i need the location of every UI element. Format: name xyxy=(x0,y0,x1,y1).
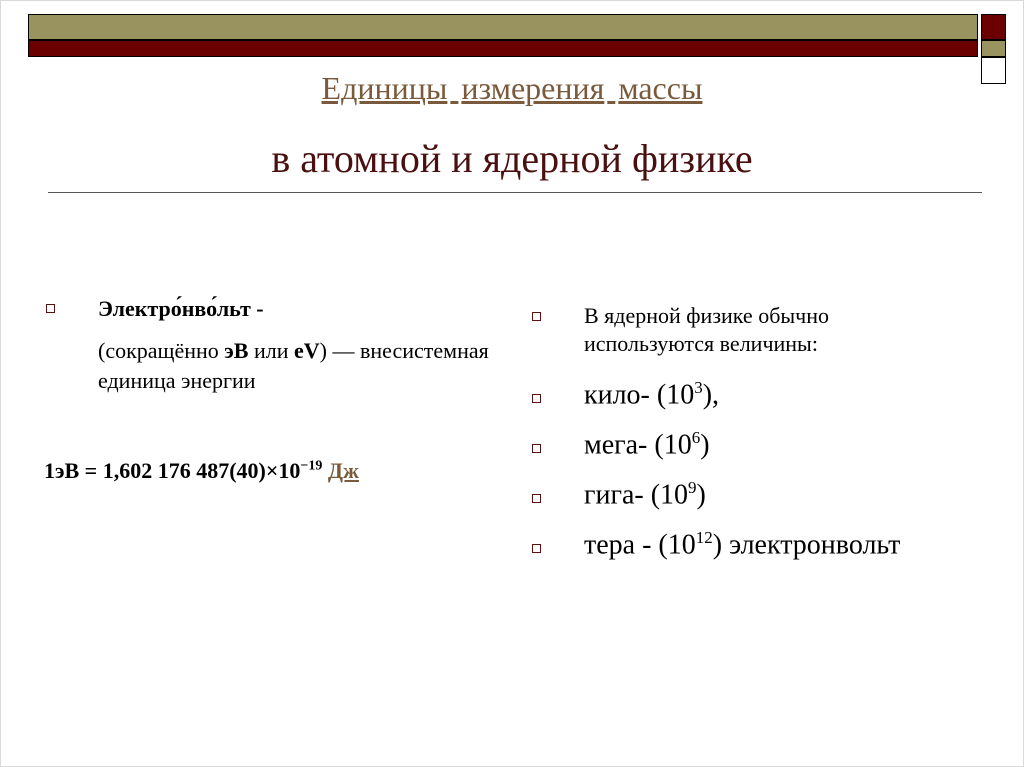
joule-link[interactable]: Дж xyxy=(327,458,359,483)
title-link-measurement[interactable]: измерения xyxy=(461,70,605,106)
square-bullet-icon xyxy=(46,304,55,313)
prefix-item-giga xyxy=(584,478,706,511)
prefix-text: тера - (10 xyxy=(584,529,696,561)
prefix-suffix: ) xyxy=(696,479,706,511)
ev-formula xyxy=(44,458,359,484)
square-bullet-icon xyxy=(532,444,541,453)
ev-term: Электро́нво́льт - xyxy=(98,296,264,321)
page-title: в атомной и ядерной физике xyxy=(271,136,753,181)
formula-exponent: −19 xyxy=(300,458,323,474)
prefix-exponent: 3 xyxy=(694,378,703,397)
title-links xyxy=(0,70,1024,107)
square-bullet-icon xyxy=(532,394,541,403)
prefix-exponent: 6 xyxy=(691,428,701,447)
abbr-en: eV xyxy=(294,338,320,363)
title-link-mass[interactable]: массы xyxy=(618,70,703,106)
prefix-text: мега- (10 xyxy=(584,429,692,461)
prefix-item-mega xyxy=(584,428,710,461)
corner-square-maroon xyxy=(981,14,1006,40)
square-bullet-icon xyxy=(532,494,541,503)
abbr-ru: эВ xyxy=(224,338,249,363)
square-bullet-icon xyxy=(532,312,541,321)
header-bar-olive xyxy=(28,14,978,40)
prefix-item-kilo xyxy=(584,378,719,411)
prefix-exponent: 9 xyxy=(688,478,697,497)
prefix-suffix: ), xyxy=(702,379,720,411)
prefix-suffix: ) электронвольт xyxy=(712,529,901,561)
definition-text: (сокращённо xyxy=(98,338,225,363)
square-bullet-icon xyxy=(532,544,541,553)
title-divider xyxy=(48,192,982,193)
ev-definition xyxy=(98,336,518,396)
prefix-item-tera xyxy=(584,528,900,561)
title-link-units[interactable]: Единицы xyxy=(321,70,448,106)
prefix-exponent: 12 xyxy=(695,528,713,547)
corner-square-olive xyxy=(981,40,1006,57)
header-bar-maroon xyxy=(28,40,978,57)
definition-text: ) — внесистемная единица энергии xyxy=(98,338,489,393)
prefixes-intro: В ядерной физике обычно используются величины: xyxy=(584,303,830,356)
formula-value: 1эВ = 1,602 176 487(40)×10 xyxy=(44,458,301,483)
definition-text: или xyxy=(248,338,295,363)
prefix-suffix: ) xyxy=(700,429,710,461)
prefix-text: гига- (10 xyxy=(584,479,689,511)
prefix-text: кило- (10 xyxy=(584,379,695,411)
